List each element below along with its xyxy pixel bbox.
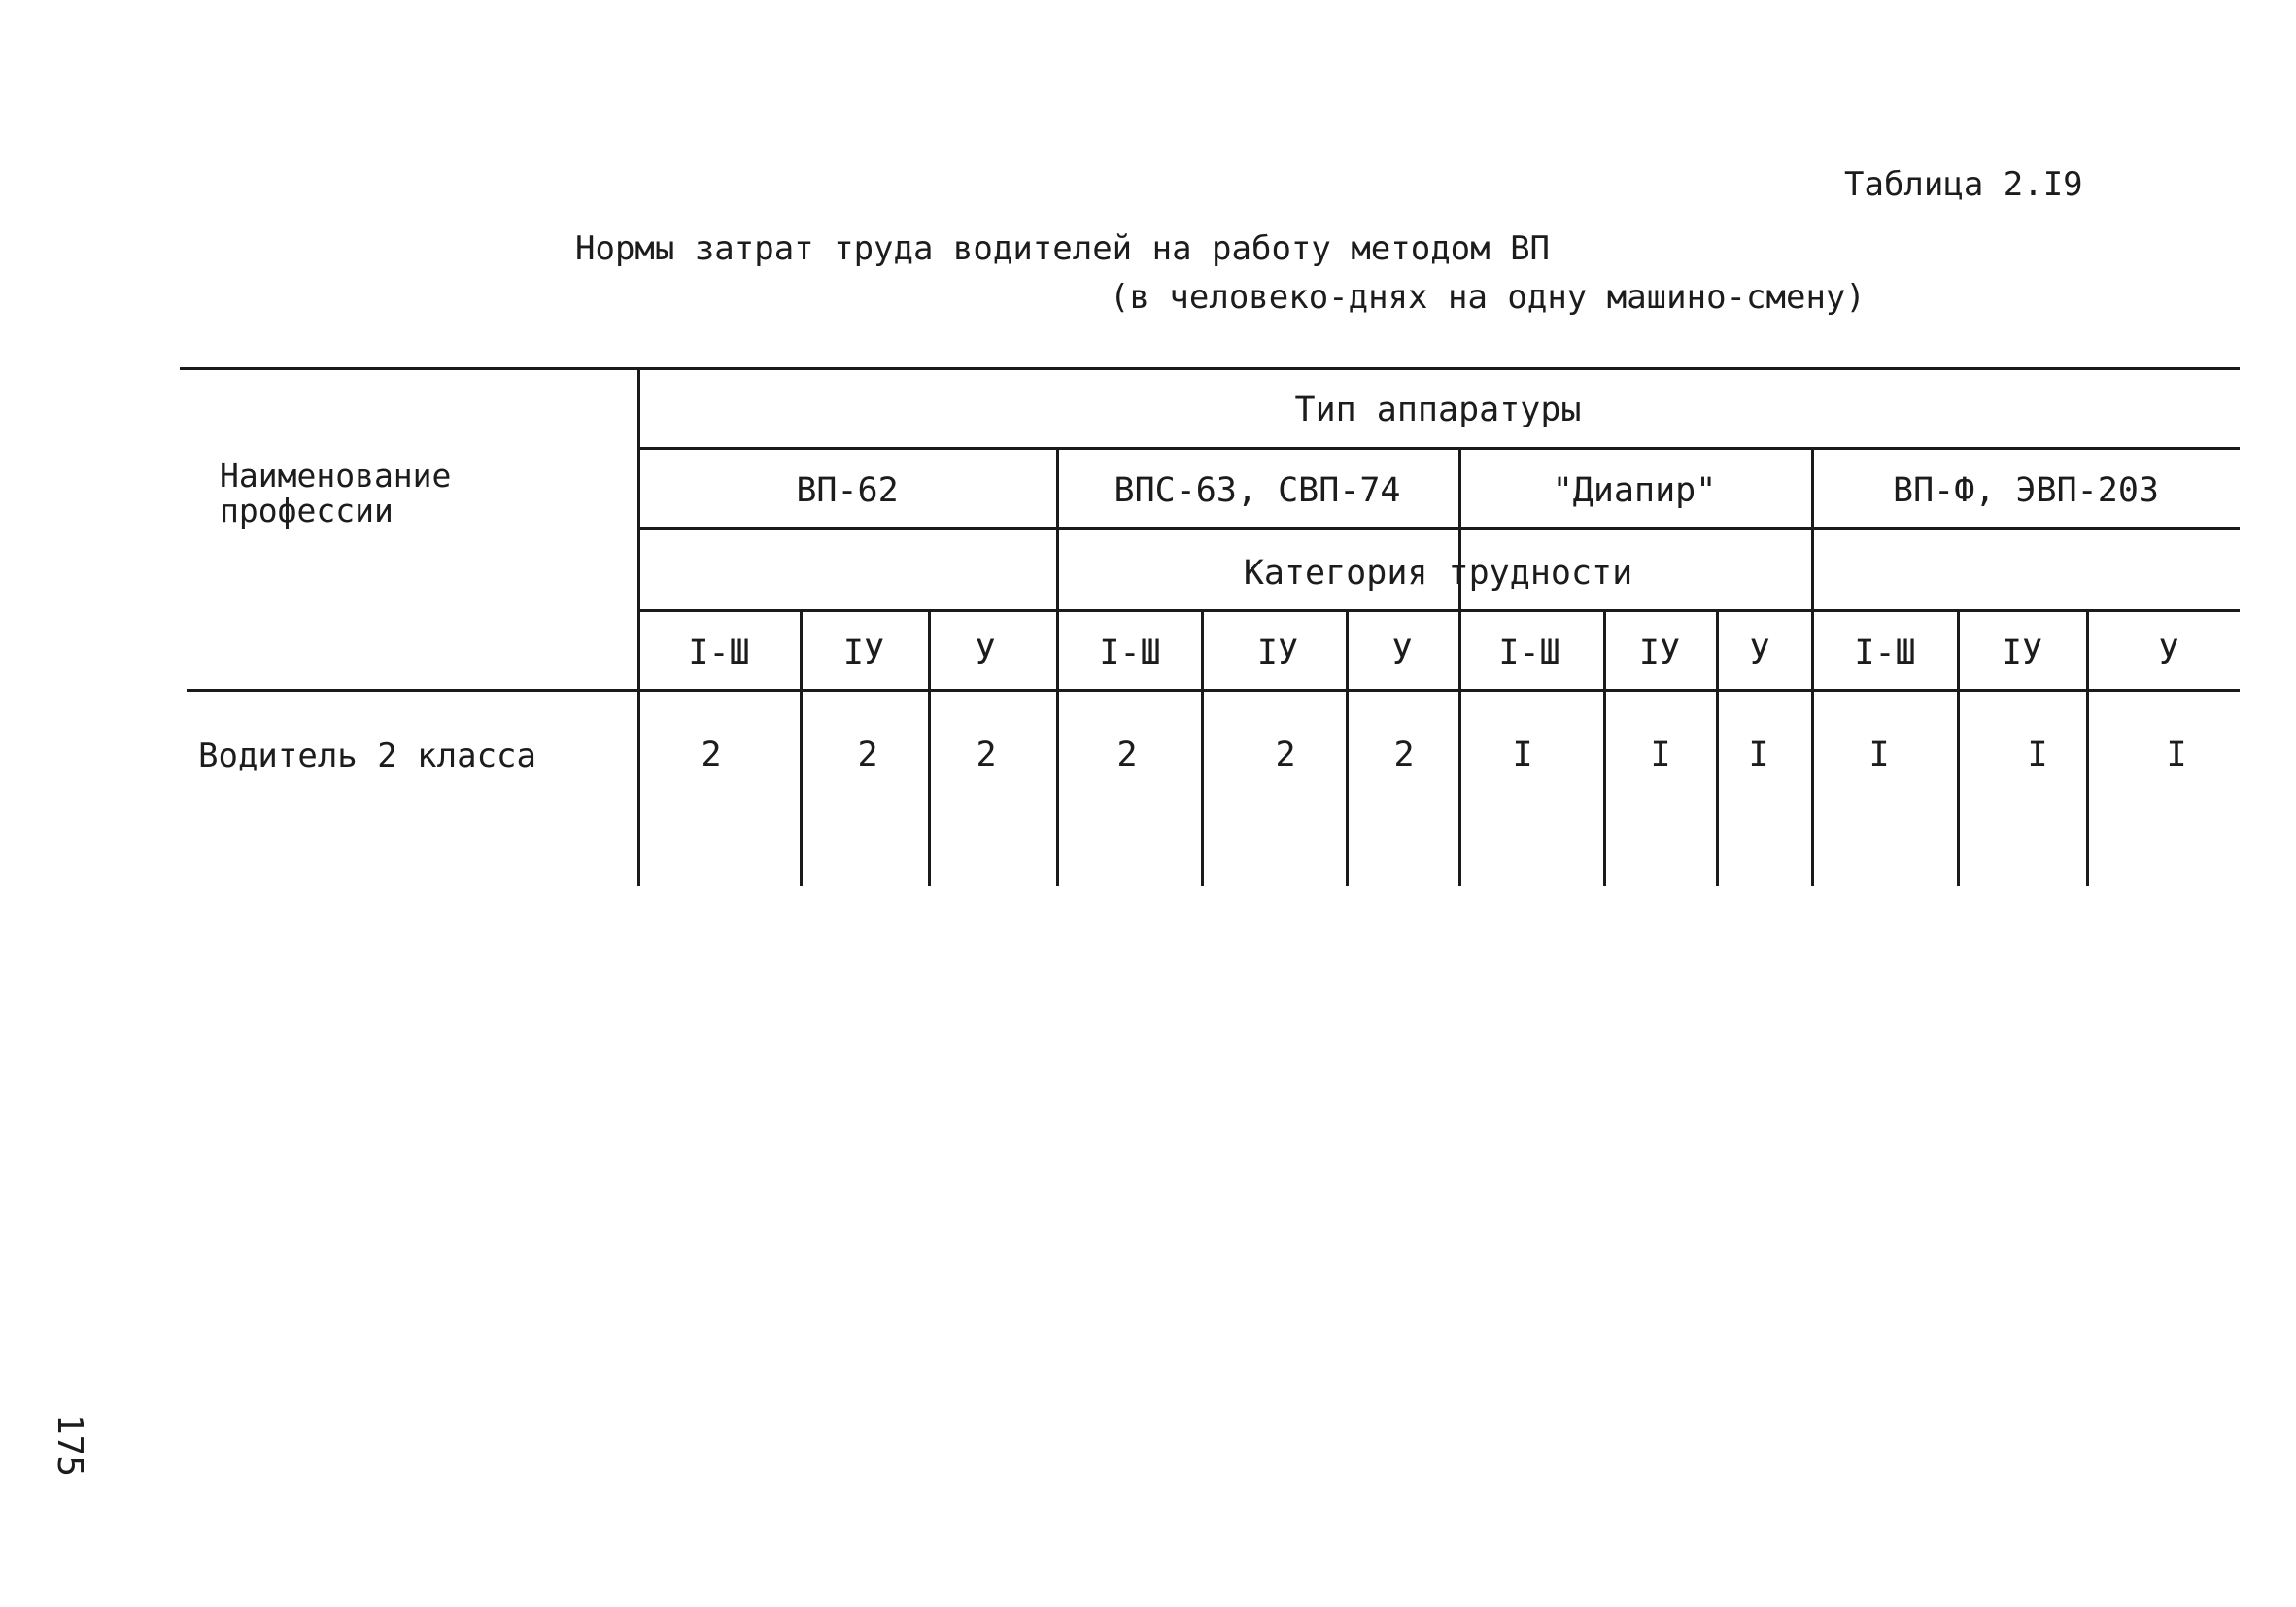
table-cell: I: [1650, 735, 1671, 774]
table-title: Нормы затрат труда водителей на работу методом ВП: [575, 229, 1551, 268]
category-label: I-Ш: [1099, 633, 1161, 672]
category-label: IУ: [1638, 633, 1681, 672]
category-label: У: [1749, 633, 1770, 672]
equipment-type-header: Тип аппаратуры: [1294, 391, 1582, 429]
category-label: У: [975, 633, 996, 672]
equipment-type: "Диапир": [1552, 471, 1717, 510]
category-divider: [2086, 609, 2089, 886]
table-number: Таблица 2.I9: [1844, 165, 2083, 204]
header-bottom-rule: [187, 689, 2240, 692]
equipment-type: ВП-Ф, ЭВП-203: [1893, 471, 2159, 510]
equipment-divider: [1056, 447, 1059, 886]
difficulty-category-header: Категория трудности: [1243, 554, 1633, 593]
table-cell: 2: [1393, 735, 1415, 774]
category-divider: [1346, 609, 1349, 886]
profession-name: Водитель 2 класса: [198, 736, 536, 775]
table-cell: I: [1868, 735, 1890, 774]
table-cell: 2: [857, 735, 878, 774]
rule-below-difficulty-header: [638, 609, 2240, 612]
category-divider: [928, 609, 931, 886]
table-cell: I: [2027, 735, 2048, 774]
category-label: I-Ш: [688, 633, 750, 672]
table-cell: I: [2166, 735, 2187, 774]
rule-below-equipment-types: [638, 527, 2240, 530]
row-header-divider: [637, 367, 640, 886]
table-cell: 2: [976, 735, 997, 774]
table-cell: I: [1512, 735, 1533, 774]
category-divider: [1603, 609, 1606, 886]
category-label: У: [1391, 633, 1413, 672]
equipment-type: ВПС-63, СВП-74: [1114, 471, 1401, 510]
category-label: IУ: [842, 633, 885, 672]
category-divider: [1957, 609, 1960, 886]
category-label: I-Ш: [1498, 633, 1560, 672]
table-top-rule: [180, 367, 2240, 370]
table-cell: 2: [1275, 735, 1296, 774]
category-label: У: [2158, 633, 2179, 672]
equipment-divider: [1811, 447, 1814, 886]
rule-below-equipment-header: [638, 447, 2240, 450]
page-number: 175: [50, 1414, 89, 1478]
category-label: IУ: [1256, 633, 1299, 672]
equipment-divider: [1458, 447, 1461, 886]
table-cell: 2: [701, 735, 722, 774]
profession-column-header: Наименование профессии: [220, 457, 452, 530]
equipment-type: ВП-62: [796, 471, 899, 510]
category-divider: [1201, 609, 1204, 886]
category-label: IУ: [2001, 633, 2043, 672]
table-cell: I: [1748, 735, 1769, 774]
table-subtitle: (в человеко-днях на одну машино-смену): [1110, 278, 1866, 317]
category-divider: [800, 609, 803, 886]
table-cell: 2: [1116, 735, 1138, 774]
category-divider: [1716, 609, 1719, 886]
category-label: I-Ш: [1854, 633, 1916, 672]
